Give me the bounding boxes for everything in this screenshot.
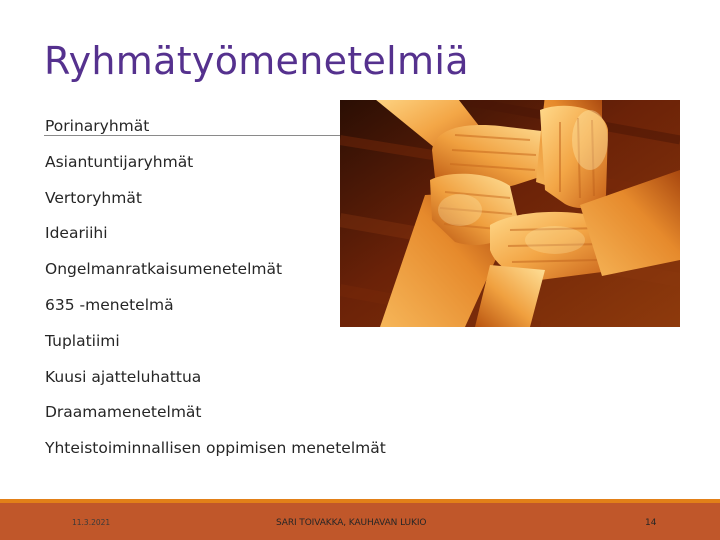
bullet-item: Ongelmanratkaisumenetelmät xyxy=(45,260,283,279)
bullet-item: Asiantuntijaryhmät xyxy=(45,152,194,171)
bullet-item: Porinaryhmät xyxy=(45,117,150,135)
hands-photo xyxy=(340,100,680,327)
bullet-item: Tuplatiimi xyxy=(45,331,120,350)
bullet-list xyxy=(45,113,386,471)
page-number: 14 xyxy=(645,518,657,528)
footer-author: SARI TOIVAKKA, KAUHAVAN LUKIO xyxy=(276,518,427,528)
bullet-item: Yhteistoiminnallisen oppimisen menetelmät xyxy=(45,439,386,458)
bullet-item: Kuusi ajatteluhattua xyxy=(45,367,202,386)
bullet-item: Draamamenetelmät xyxy=(45,403,202,422)
footer-date: 11.3.2021 xyxy=(72,518,111,527)
footer-band xyxy=(0,503,720,540)
bullet-item: Ideariihi xyxy=(45,224,108,243)
slide-title: Ryhmätyömenetelmiä xyxy=(44,39,469,83)
bullet-item: 635 -menetelmä xyxy=(45,295,174,314)
bullet-item: Vertoryhmät xyxy=(45,188,142,207)
